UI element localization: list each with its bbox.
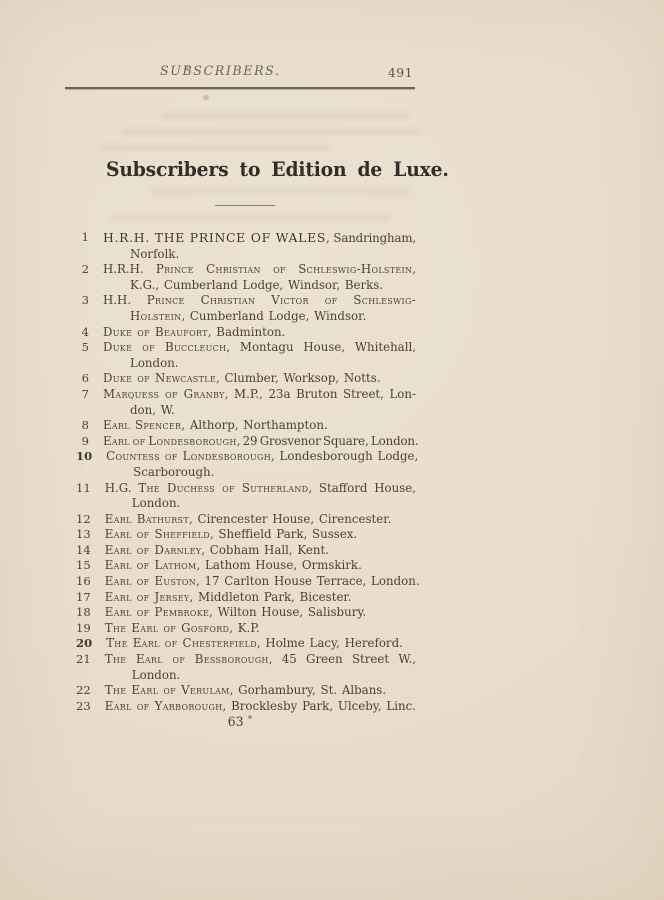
entry-text — [103, 371, 416, 387]
subscriber-list — [76, 230, 420, 714]
entry-text — [105, 605, 416, 621]
subscriber-entry — [76, 683, 416, 699]
entry-number: 6 — [81, 371, 89, 386]
entry-text — [105, 558, 416, 574]
subscriber-entry — [76, 590, 416, 606]
entry-line: H.R.H. THE PRINCE OF WALES, Sandringham, — [103, 230, 416, 245]
page-number: 491 — [387, 65, 413, 80]
entry-line: The Earl of Chesterfield, Holme Lacy, Hereford. — [106, 636, 403, 651]
subscriber-entry — [76, 433, 419, 450]
entry-number: 1 — [81, 230, 89, 244]
subscriber-entry — [76, 605, 416, 621]
entry-number: 16 — [76, 574, 91, 589]
subscriber-entry — [76, 262, 416, 293]
entry-text — [103, 433, 419, 450]
entry-line: Duke of Beaufort, Badminton. — [103, 324, 286, 339]
entry-number: 13 — [76, 527, 91, 542]
subscriber-entry — [76, 340, 416, 371]
entry-text — [103, 262, 416, 293]
entry-text — [105, 652, 416, 683]
running-head-title: SUBSCRIBERS. — [160, 63, 281, 78]
entry-line: Marquess of Granby, M.P., 23a Bruton Street, Lon- — [103, 386, 416, 401]
entry-line: Duke of Buccleuch, Montagu House, Whitehall, — [103, 340, 416, 355]
entry-number: 11 — [76, 480, 91, 495]
entry-number: 18 — [76, 605, 91, 620]
entry-number: 21 — [76, 652, 91, 667]
entry-line: London. — [130, 355, 179, 370]
entry-number: 23 — [76, 698, 91, 713]
entry-number: 5 — [81, 340, 89, 355]
subscriber-entry — [76, 230, 416, 262]
entry-line: The Earl of Bessborough, 45 Green Street W., — [104, 652, 416, 667]
entry-number: 14 — [76, 542, 91, 557]
entry-line: Earl of Yarborough, Brocklesby Park, Ulceby, Linc. — [104, 698, 416, 713]
entry-text — [105, 512, 416, 528]
subscriber-entry — [76, 325, 416, 341]
subscriber-entry — [76, 621, 416, 637]
subscriber-entry — [76, 293, 416, 324]
entry-line: Scarborough. — [133, 464, 215, 479]
section-title: Subscribers to Edition de Luxe. — [106, 158, 449, 181]
section-divider — [215, 205, 275, 206]
entry-text — [106, 449, 419, 480]
show-through-ghost — [100, 144, 330, 151]
entry-line: London. — [131, 496, 181, 511]
subscriber-entry — [76, 449, 419, 480]
entry-number: 7 — [81, 386, 89, 401]
subscriber-entry — [76, 558, 416, 574]
entry-line: K.G., Cumberland Lodge, Windsor, Berks. — [130, 277, 384, 292]
subscriber-entry — [76, 543, 416, 559]
entry-line: don, W. — [130, 402, 175, 417]
entry-text — [103, 325, 416, 341]
entry-text — [103, 387, 416, 418]
entry-number: 2 — [81, 262, 89, 277]
entry-line: Holstein, Cumberland Lodge, Windsor. — [130, 308, 367, 323]
entry-text — [103, 293, 416, 324]
entry-text — [105, 683, 416, 699]
entry-text — [106, 636, 416, 652]
entry-line: H.R.H. Prince Christian of Schleswig-Holstein, — [103, 262, 416, 277]
entry-line: Earl Spencer, Althorp, Northampton. — [103, 418, 328, 433]
fox-spot — [203, 95, 209, 100]
entry-text — [105, 590, 416, 606]
running-head — [65, 63, 415, 83]
entry-number: 19 — [76, 620, 91, 635]
entry-line: Earl Bathurst, Cirencester House, Cirencester. — [104, 511, 392, 526]
entry-line: Earl of Jersey, Middleton Park, Bicester. — [104, 589, 352, 604]
entry-line: Countess of Londesborough, Londesborough Lodge, — [106, 449, 419, 464]
show-through-ghost — [150, 188, 410, 195]
subscriber-entry — [76, 418, 416, 434]
entry-line: Earl of Lathom, Lathom House, Ormskirk. — [104, 558, 362, 573]
entry-text — [103, 418, 416, 434]
entry-line: Norfolk. — [130, 246, 180, 261]
entry-line: Earl of Darnley, Cobham Hall, Kent. — [104, 542, 329, 557]
signature-star: * — [247, 714, 253, 725]
entry-line: Duke of Newcastle, Clumber, Worksop, Notts. — [103, 371, 381, 386]
entry-line: London. — [131, 667, 181, 682]
subscriber-entry — [76, 652, 416, 683]
entry-number: 3 — [81, 293, 89, 308]
subscriber-entry — [76, 574, 420, 590]
entry-text — [103, 340, 416, 371]
entry-line: Earl of Pembroke, Wilton House, Salisbury. — [104, 605, 367, 620]
subscriber-entry — [76, 636, 416, 652]
entry-text — [105, 481, 416, 512]
subscriber-entry — [76, 481, 416, 512]
subscriber-entry — [76, 387, 416, 418]
entry-number: 12 — [76, 511, 91, 526]
subscriber-entry — [76, 371, 416, 387]
entry-number: 15 — [76, 558, 91, 573]
entry-text — [105, 699, 416, 715]
subscriber-entry — [76, 699, 416, 715]
entry-text — [105, 621, 416, 637]
entry-line: H.H. Prince Christian Victor of Schleswig- — [103, 293, 416, 308]
show-through-ghost — [110, 214, 390, 221]
entry-number: 20 — [76, 636, 93, 651]
show-through-ghost — [120, 128, 420, 135]
signature-number: 63 — [227, 714, 244, 729]
entry-number: 8 — [81, 418, 89, 433]
entry-number: 10 — [76, 449, 93, 464]
signature-mark — [65, 714, 415, 729]
entry-line: Earl of Euston, 17 Carlton House Terrace, London. — [104, 574, 420, 589]
entry-line: H.G. The Duchess of Sutherland, Stafford House, — [104, 480, 416, 495]
header-rule — [65, 87, 415, 89]
show-through-ghost — [160, 112, 410, 119]
subscriber-entry — [76, 512, 416, 528]
subscriber-entry — [76, 527, 416, 543]
entry-number: 22 — [76, 683, 91, 698]
entry-line: The Earl of Verulam, Gorhambury, St. Albans. — [104, 683, 387, 698]
entry-text — [105, 543, 416, 559]
entry-line: Earl of Londesborough, 29 Grosvenor Square, London. — [103, 433, 419, 448]
entry-number: 9 — [81, 433, 89, 448]
entry-number: 4 — [81, 324, 89, 339]
entry-text — [103, 230, 416, 262]
entry-text — [104, 574, 420, 590]
entry-line: The Earl of Gosford, K.P. — [104, 620, 260, 635]
entry-text — [105, 527, 416, 543]
entry-number: 17 — [76, 589, 91, 604]
entry-line: Earl of Sheffield, Sheffield Park, Sussex. — [104, 527, 358, 542]
